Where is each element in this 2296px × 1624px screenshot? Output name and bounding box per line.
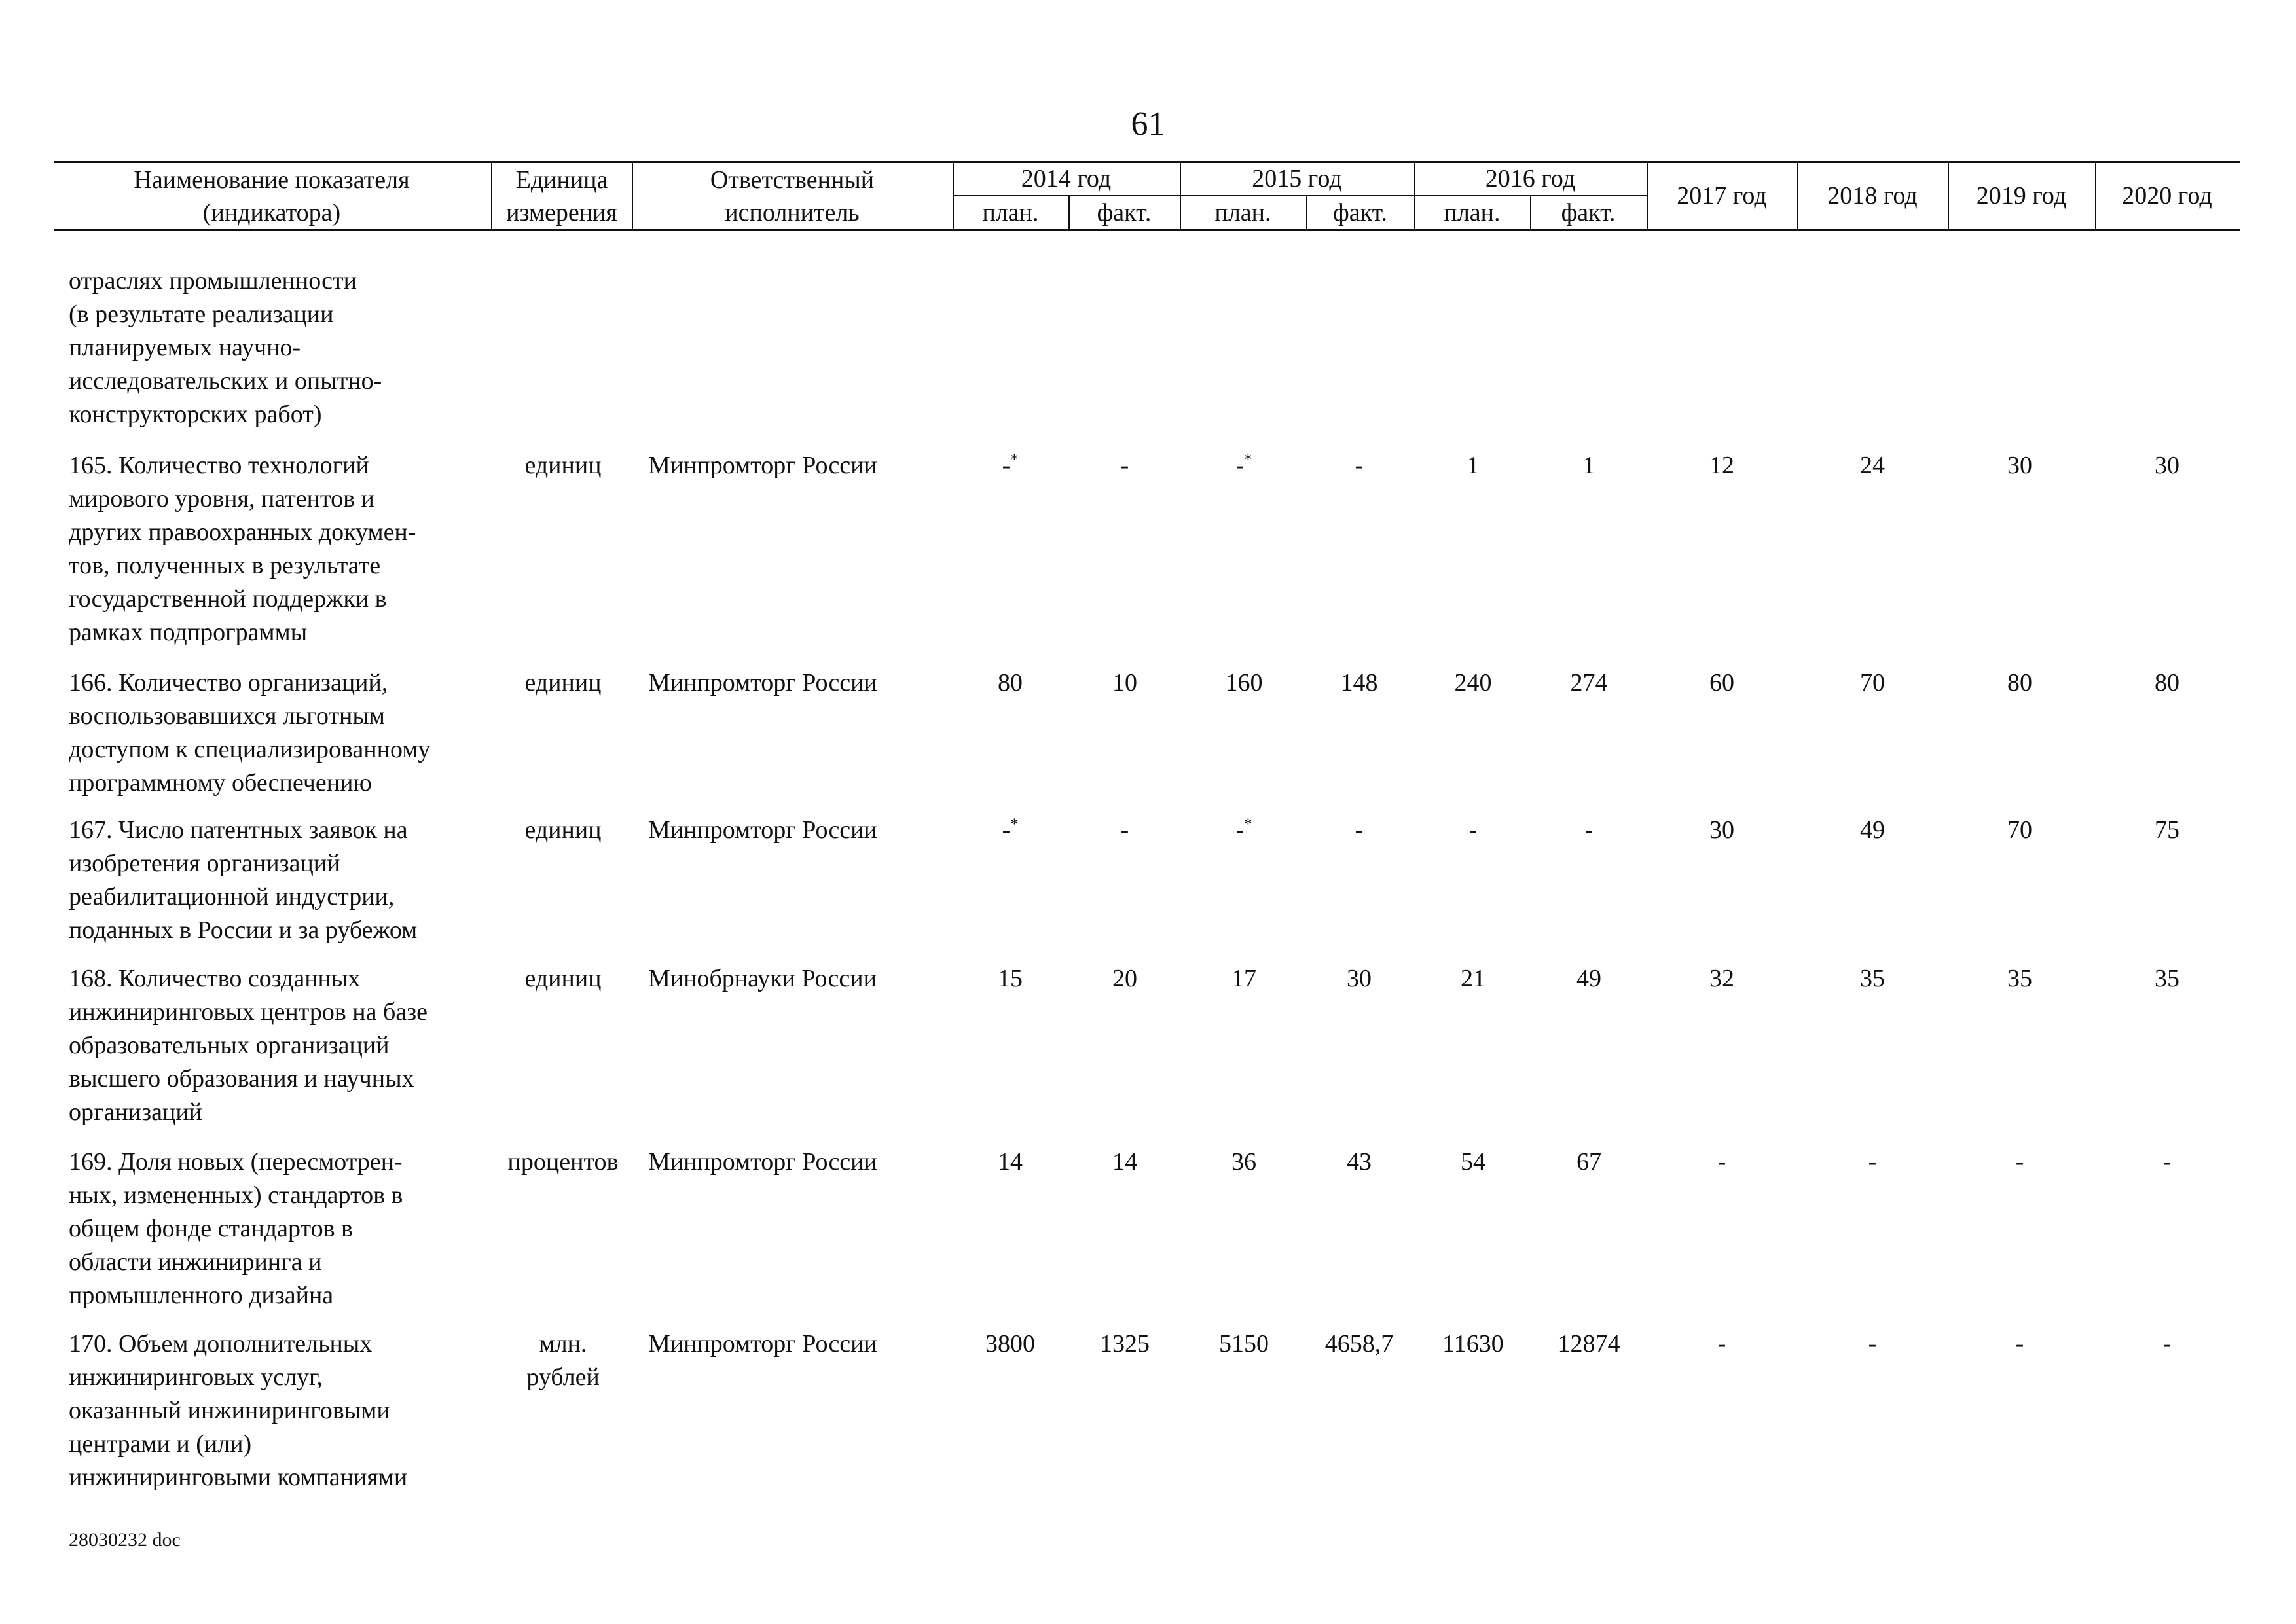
value-text: - (1235, 452, 1245, 479)
responsible-executor: Минобрнауки России (648, 965, 877, 992)
value-cell (1961, 1327, 2079, 1361)
value-cell (1300, 962, 1418, 996)
value-text: - (1868, 1148, 1877, 1176)
header-year-2017: 2017 год (1677, 182, 1767, 209)
value-text: 80 (2007, 669, 2032, 696)
header-plan: план. (1214, 199, 1271, 226)
indicator-name: 169. Доля новых (пересмотрен- ных, измененных) стандартов в общем фонде стандартов в области инжиниринга и промышленного дизайна (69, 1148, 403, 1309)
value-cell (1066, 666, 1184, 700)
footnote-mark: * (1244, 816, 1252, 833)
indicator-name: 168. Количество созданных инжиниринговых центров на базе образовательных организаций высшего образования и научных организаций (69, 965, 428, 1126)
value-cell (1185, 1146, 1303, 1179)
value-text: 35 (2155, 965, 2179, 992)
value-text: 49 (1860, 816, 1885, 844)
value-text: - (1355, 816, 1364, 844)
value-text: 160 (1225, 669, 1263, 696)
value-cell (1066, 962, 1184, 996)
header-name: Наименование показателя (индикатора) (134, 166, 410, 226)
value-text: 75 (2155, 816, 2179, 844)
responsible-executor: Минпромторг России (648, 816, 877, 844)
value-text: 30 (2155, 452, 2179, 479)
value-cell (2108, 814, 2226, 847)
indicator-name: 170. Объем дополнительных инжиниринговых услуг, оказанный инжиниринговыми центрами и (или) инжиниринговыми компаниями (69, 1330, 408, 1491)
value-text: 80 (2155, 669, 2179, 696)
value-text: 240 (1454, 669, 1492, 696)
value-text: 67 (1576, 1148, 1601, 1176)
value-cell (1185, 814, 1303, 847)
value-cell (1414, 1146, 1532, 1179)
footnote-mark: * (1244, 451, 1252, 469)
header-column-divider (1797, 162, 1798, 229)
value-cell (1300, 814, 1418, 847)
header-fact: факт. (1097, 199, 1152, 226)
value-cell (1530, 666, 1648, 700)
value-text: 1 (1582, 452, 1595, 479)
value-cell (1300, 1146, 1418, 1179)
value-text: 1325 (1100, 1330, 1150, 1358)
value-cell (1185, 449, 1303, 482)
value-text: - (1468, 816, 1478, 844)
value-cell (1961, 1146, 2079, 1179)
value-text: 10 (1112, 669, 1137, 696)
header-executor: Ответственный исполнитель (710, 166, 875, 226)
value-text: - (2015, 1330, 2024, 1358)
value-text: 14 (998, 1148, 1023, 1176)
value-text: - (1868, 1330, 1877, 1358)
value-text: - (1584, 816, 1594, 844)
value-text: 54 (1461, 1148, 1485, 1176)
value-cell (2108, 1146, 2226, 1179)
value-cell (1813, 814, 1931, 847)
value-cell (2108, 1327, 2226, 1361)
value-text: - (1002, 452, 1011, 479)
value-text: 12 (1709, 452, 1734, 479)
header-fact: факт. (1561, 199, 1616, 226)
value-cell (1414, 449, 1532, 482)
value-text: 15 (998, 965, 1023, 992)
header-column-divider (1948, 162, 1949, 229)
indicator-name: 165. Количество технологий мирового уровня, патентов и других правоохранных докумен- тов, полученных в результате государственной поддержки в рамках подпрограммы (69, 452, 416, 646)
header-column-divider (1180, 162, 1181, 229)
value-cell (1066, 814, 1184, 847)
value-cell (1663, 666, 1781, 700)
value-cell (1185, 1327, 1303, 1361)
value-text: 35 (1860, 965, 1885, 992)
header-subdivider (1530, 196, 1531, 229)
value-text: 1 (1467, 452, 1480, 479)
value-text: 36 (1231, 1148, 1256, 1176)
value-text: 30 (1347, 965, 1372, 992)
header-plan: план. (982, 199, 1039, 226)
value-text: - (2015, 1148, 2024, 1176)
value-text: 49 (1576, 965, 1601, 992)
responsible-executor: Минпромторг России (648, 1148, 877, 1176)
value-text: - (2162, 1148, 2172, 1176)
value-text: 30 (1709, 816, 1734, 844)
header-column-divider (1647, 162, 1648, 229)
value-text: - (1002, 816, 1011, 844)
value-text: - (2162, 1330, 2172, 1358)
value-cell (1663, 449, 1781, 482)
value-text: 148 (1340, 669, 1378, 696)
value-text: - (1120, 452, 1129, 479)
header-year-2019: 2019 год (1976, 182, 2067, 209)
value-text: - (1717, 1330, 1726, 1358)
header-plan: план. (1444, 199, 1501, 226)
value-text: 32 (1709, 965, 1734, 992)
value-text: 17 (1231, 965, 1256, 992)
header-year-2015: 2015 год (1252, 165, 1342, 192)
header-column-divider (2095, 162, 2096, 229)
value-cell (1530, 1146, 1648, 1179)
value-text: - (1355, 452, 1364, 479)
header-column-divider (953, 162, 954, 229)
value-text: 274 (1570, 669, 1608, 696)
value-cell (1961, 666, 2079, 700)
indicator-name: отраслях промышленности (в результате реализации планируемых научно- исследовательских и опытно- конструкторских работ) (69, 267, 382, 428)
value-cell (1530, 1327, 1648, 1361)
value-cell (1813, 666, 1931, 700)
unit-of-measure: единиц (524, 816, 602, 844)
responsible-executor: Минпромторг России (648, 669, 877, 696)
footnote-mark: * (1010, 816, 1019, 833)
value-cell (1961, 814, 2079, 847)
value-cell (1663, 1146, 1781, 1179)
value-cell (1066, 449, 1184, 482)
value-cell (2108, 449, 2226, 482)
value-cell (1813, 1146, 1931, 1179)
value-cell (1185, 962, 1303, 996)
value-text: 35 (2007, 965, 2032, 992)
value-cell (1300, 666, 1418, 700)
value-cell (951, 962, 1069, 996)
value-cell (1300, 449, 1418, 482)
value-cell (1414, 962, 1532, 996)
value-cell (951, 666, 1069, 700)
header-subrule (953, 195, 1180, 196)
value-text: - (1235, 816, 1245, 844)
header-column-divider (1414, 162, 1415, 229)
header-subdivider (1306, 196, 1307, 229)
document-code: 28030232 doc (69, 1529, 181, 1551)
value-cell (951, 814, 1069, 847)
unit-of-measure: единиц (524, 965, 602, 992)
unit-of-measure: млн. рублей (526, 1330, 600, 1391)
value-cell (1961, 449, 2079, 482)
indicator-name: 167. Число патентных заявок на изобретения организаций реабилитационной индустрии, поданных в России и за рубежом (69, 816, 418, 944)
value-text: 24 (1860, 452, 1885, 479)
value-text: 4658,7 (1324, 1330, 1394, 1358)
page-number: 61 (1131, 105, 1165, 143)
header-subdivider (1068, 196, 1070, 229)
table-header-bottom-rule (54, 229, 2240, 231)
value-text: 60 (1709, 669, 1734, 696)
value-cell (951, 1146, 1069, 1179)
value-cell (2108, 666, 2226, 700)
header-subrule (1180, 195, 1414, 196)
value-cell (1414, 666, 1532, 700)
value-text: - (1717, 1148, 1726, 1176)
value-text: - (1120, 816, 1129, 844)
header-fact: факт. (1333, 199, 1387, 226)
value-cell (1813, 1327, 1931, 1361)
footnote-mark: * (1010, 451, 1019, 469)
value-cell (1813, 449, 1931, 482)
value-cell (951, 1327, 1069, 1361)
value-cell (1530, 449, 1648, 482)
value-text: 70 (2007, 816, 2032, 844)
value-text: 5150 (1219, 1330, 1269, 1358)
value-cell (1414, 1327, 1532, 1361)
value-cell (1961, 962, 2079, 996)
value-cell (2108, 962, 2226, 996)
unit-of-measure: процентов (507, 1148, 619, 1176)
value-cell (1530, 962, 1648, 996)
header-year-2018: 2018 год (1827, 182, 1918, 209)
value-cell (1663, 1327, 1781, 1361)
value-text: 3800 (985, 1330, 1035, 1358)
header-column-divider (632, 162, 633, 229)
value-cell (1663, 814, 1781, 847)
responsible-executor: Минпромторг России (648, 1330, 877, 1358)
unit-of-measure: единиц (524, 669, 602, 696)
value-text: 14 (1112, 1148, 1137, 1176)
header-unit: Единица измерения (506, 166, 617, 226)
indicator-name: 166. Количество организаций, воспользовавшихся льготным доступом к специализированному программному обеспечению (69, 669, 431, 797)
value-text: 80 (998, 669, 1023, 696)
value-cell (1066, 1146, 1184, 1179)
value-text: 21 (1461, 965, 1485, 992)
value-cell (1414, 814, 1532, 847)
responsible-executor: Минпромторг России (648, 452, 877, 479)
value-cell (951, 449, 1069, 482)
value-cell (1663, 962, 1781, 996)
value-cell (1300, 1327, 1418, 1361)
value-text: 20 (1112, 965, 1137, 992)
value-cell (1066, 1327, 1184, 1361)
unit-of-measure: единиц (524, 452, 602, 479)
value-cell (1185, 666, 1303, 700)
header-year-2014: 2014 год (1021, 165, 1112, 192)
value-text: 43 (1347, 1148, 1372, 1176)
value-cell (1813, 962, 1931, 996)
header-year-2016: 2016 год (1485, 165, 1576, 192)
value-text: 12874 (1558, 1330, 1620, 1358)
value-text: 30 (2007, 452, 2032, 479)
header-column-divider (491, 162, 492, 229)
value-text: 70 (1860, 669, 1885, 696)
header-year-2020: 2020 год (2122, 182, 2212, 209)
value-cell (1530, 814, 1648, 847)
value-text: 11630 (1442, 1330, 1504, 1358)
